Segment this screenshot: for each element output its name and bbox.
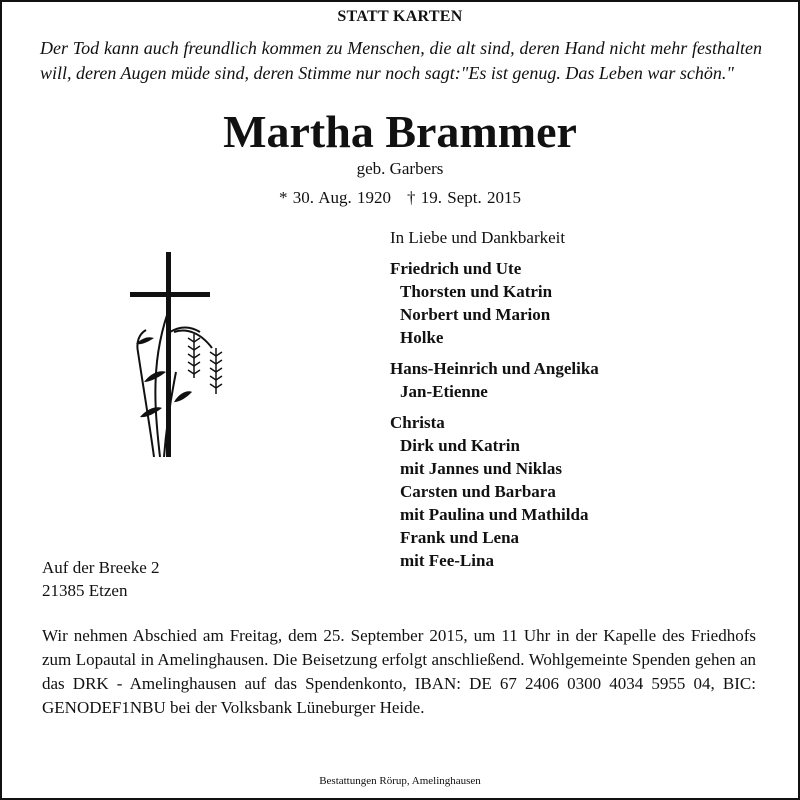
mourner-group-head: Christa: [390, 413, 445, 432]
life-dates: [0, 188, 800, 208]
mourner-child: mit Jannes und Niklas: [400, 459, 563, 478]
mourner-child: Dirk und Katrin: [400, 436, 520, 455]
mourner-child: Frank und Lena: [400, 528, 520, 547]
mourner-child: Holke: [400, 328, 444, 347]
death-date: † 19. Sept. 2015: [407, 188, 522, 207]
mourner-child: Thorsten und Katrin: [400, 282, 553, 301]
header-statt-karten: STATT KARTEN: [337, 8, 463, 25]
address-street: Auf der Breeke 2: [42, 558, 160, 577]
cross-with-wheat-icon: [130, 252, 230, 457]
mourner-group: [390, 411, 599, 572]
mourner-child: Jan-Etienne: [400, 382, 488, 401]
mourner-group: [390, 357, 599, 403]
birth-date: * 30. Aug. 1920: [278, 188, 392, 207]
maiden-name: geb. Garbers: [356, 159, 444, 178]
mourners-intro: In Liebe und Dankbarkeit: [390, 228, 566, 247]
mourner-child: Carsten und Barbara: [400, 482, 556, 501]
address-city: 21385 Etzen: [42, 581, 128, 600]
deceased-name: Martha Brammer: [223, 106, 577, 157]
memorial-quote: Der Tod kann auch freundlich kommen zu Menschen, die alt sind, deren Hand nicht mehr festhalten will, deren Augen müde sind, deren Stimme nur noch sagt:"Es ist genug. Das Leben war schön.": [40, 38, 762, 83]
undertaker-credit: Bestattungen Rörup, Amelinghausen: [319, 775, 481, 787]
mourner-group-head: Friedrich und Ute: [390, 259, 522, 278]
mourner-child: mit Paulina und Mathilda: [400, 505, 589, 524]
funeral-notice: Wir nehmen Abschied am Freitag, dem 25. September 2015, um 11 Uhr in der Kapelle des Friedhofs zum Lopautal in Amelinghausen. Die Beisetzung erfolgt anschließend. Wohlgemeinte Spenden gehen an das DRK - Amelinghausen auf das Spendenkonto, IBAN: DE 67 2406 0300 4034 5955 04, BIC: GENODEF1NBU bei der Volksbank Lüneburger Heide.: [42, 626, 756, 717]
family-address: [42, 556, 160, 602]
mourner-child: Norbert und Marion: [400, 305, 551, 324]
mourners-list: [390, 257, 599, 580]
mourner-child: mit Fee-Lina: [400, 551, 494, 570]
mourner-group: [390, 257, 599, 349]
mourner-group-head: Hans-Heinrich und Angelika: [390, 359, 599, 378]
